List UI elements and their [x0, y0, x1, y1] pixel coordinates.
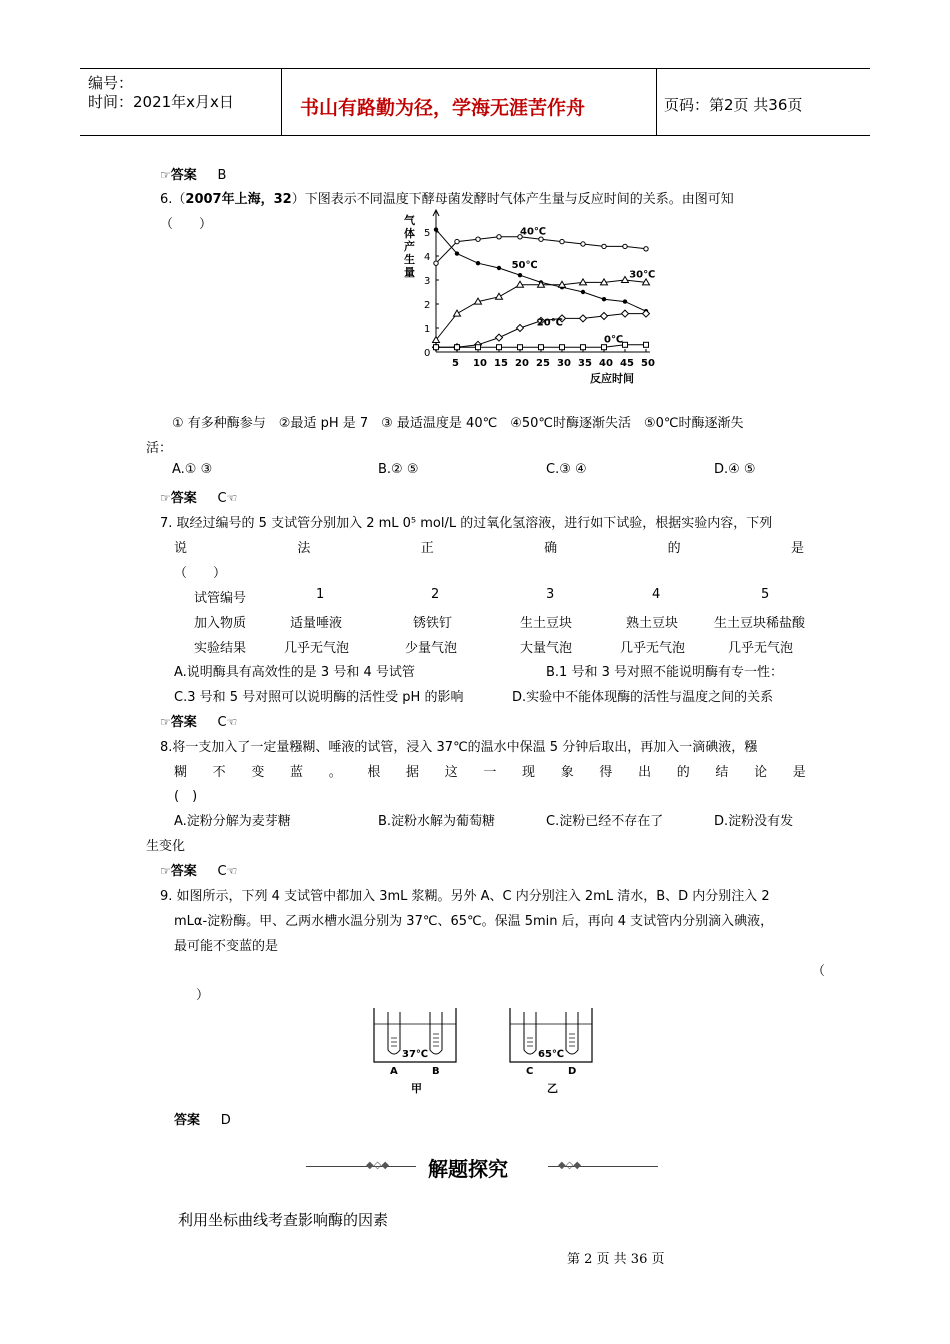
data-point	[560, 345, 565, 350]
data-point	[454, 310, 461, 316]
data-point	[434, 345, 439, 350]
header-divider-left	[281, 68, 282, 136]
q7-answer-line	[160, 711, 237, 730]
data-point	[455, 251, 459, 255]
table-cell: 试管编号	[194, 591, 247, 606]
table-cell: 加入物质	[194, 616, 247, 631]
q8-option-a: A.淀粉分解为麦芽糖	[174, 814, 291, 829]
data-point	[581, 242, 585, 246]
data-point	[602, 244, 606, 248]
answer-label: 答案	[170, 168, 197, 183]
tube-liquid-d	[569, 1034, 575, 1046]
table-cell: 4	[652, 587, 661, 602]
x-tick-label: 25	[536, 358, 550, 369]
stem-char: 结	[715, 765, 729, 780]
table-cell: 几乎无气泡	[620, 641, 686, 656]
diamond-ornament-icon: ◆◇◆	[558, 1160, 582, 1171]
header-bottom-rule	[80, 135, 870, 136]
y-axis-label-char: 产	[404, 240, 415, 253]
q7-paren: （ ）	[174, 566, 227, 581]
series-label: 30℃	[629, 269, 656, 281]
hand-pointer-icon: ☜	[226, 715, 238, 729]
header-time: 时间：2021年x月x日	[88, 93, 234, 111]
stem-char: 论	[754, 765, 768, 780]
header-top-rule	[80, 68, 870, 69]
q9-paren-open: （	[812, 964, 826, 979]
stem-char: 根	[367, 765, 381, 780]
y-tick-label: 0	[424, 348, 431, 359]
data-point	[623, 244, 627, 248]
hand-pointer-icon: ☞	[160, 715, 171, 729]
x-tick-label: 45	[620, 358, 634, 369]
data-point	[497, 345, 502, 350]
stem-char: 正	[420, 541, 434, 556]
y-axis-label-char: 气	[404, 214, 415, 227]
y-tick-label: 5	[424, 228, 431, 239]
data-point	[476, 345, 481, 350]
header-bianhao: 编号：	[88, 74, 134, 92]
stem-char: 确	[544, 541, 558, 556]
table-cell: 适量唾液	[290, 616, 343, 631]
q9-stem-line2: mLα-淀粉酶。甲、乙两水槽水温分别为 37℃、65℃。保温 5min 后，再向 4 支试管内分别滴入碘液，	[174, 914, 774, 929]
section-title: 解题探究	[428, 1157, 508, 1181]
y-tick-label: 1	[424, 324, 431, 335]
q7-option-a: A.说明酶具有高效性的是 3 号和 4 号试管	[174, 665, 415, 680]
q9-stem-line3: 最可能不变蓝的是	[174, 939, 279, 954]
q8-stem-line1: 8.将一支加入了一定量糨糊、唾液的试管，浸入 37℃的温水中保温 5 分钟后取出，再加入一滴碘液，糨	[160, 740, 758, 755]
stem-char: 的	[676, 765, 690, 780]
banner-rule-left	[306, 1166, 416, 1167]
tube-liquid-c	[527, 1038, 533, 1046]
data-point	[580, 279, 587, 285]
stem-char: 这	[444, 765, 458, 780]
data-point	[517, 325, 524, 332]
table-cell: 2	[431, 587, 440, 602]
data-point	[455, 345, 460, 350]
answer-value: C	[217, 864, 227, 879]
x-tick-label: 40	[599, 358, 613, 369]
table-cell: 3	[546, 587, 555, 602]
answer-label: 答案	[170, 491, 197, 506]
label-yi: 乙	[547, 1082, 558, 1095]
stem-char: 。	[328, 765, 342, 780]
q6-option-a: A.① ③	[172, 462, 213, 477]
diamond-ornament-icon: ◆◇◆	[366, 1160, 390, 1171]
series-label: 0℃	[604, 334, 624, 346]
q7-option-b: B.1 号和 3 号对照不能说明酶有专一性：	[546, 665, 783, 680]
data-point	[518, 345, 523, 350]
y-tick-label: 2	[424, 300, 431, 311]
series-label: 20℃	[536, 317, 563, 329]
x-tick-label: 20	[515, 358, 529, 369]
q6-number: 6.（	[160, 192, 186, 207]
stem-char: 出	[638, 765, 652, 780]
data-point	[518, 273, 522, 277]
data-point	[602, 345, 607, 350]
table-cell: 生土豆块	[520, 616, 573, 631]
q8-option-d: D.淀粉没有发	[714, 814, 794, 829]
data-point	[496, 293, 503, 299]
hand-pointer-icon: ☜	[226, 491, 238, 505]
q7-stem-line2	[174, 537, 804, 556]
tube-liquid-a	[391, 1038, 397, 1046]
q8-paren: ( )	[174, 789, 198, 804]
q6-stem-text: ）下图表示不同温度下酵母菌发酵时气体产生量与反应时间的关系。由图可知	[291, 192, 734, 207]
data-point	[455, 239, 459, 243]
data-point	[644, 342, 649, 347]
x-tick-label: 50	[641, 358, 655, 369]
table-cell: 少量气泡	[405, 641, 458, 656]
q9-paren-close: ）	[196, 988, 210, 1003]
q6-statements-line2: 活：	[146, 441, 173, 456]
q6-option-c: C.③ ④	[546, 462, 587, 477]
data-point	[496, 334, 503, 341]
data-point	[497, 266, 501, 270]
header-page-label: 页码：第2页 共36页	[664, 96, 803, 114]
stem-char: 是	[790, 541, 804, 556]
hand-pointer-icon: ☞	[160, 864, 171, 878]
q7-option-c: C.3 号和 5 号对照可以说明酶的活性受 pH 的影响	[174, 690, 464, 705]
stem-char: 说	[174, 541, 188, 556]
label-d: D	[568, 1066, 577, 1077]
stem-char: 蓝	[290, 765, 304, 780]
test-tube-b	[430, 1012, 442, 1054]
stem-char: 现	[522, 765, 536, 780]
data-point	[602, 297, 606, 301]
table-cell: 几乎无气泡	[728, 641, 794, 656]
test-tube-a	[388, 1012, 400, 1054]
table-cell: 锈铁钉	[413, 616, 453, 631]
data-point	[539, 237, 543, 241]
header-divider-right	[656, 68, 657, 136]
data-point	[622, 277, 629, 283]
data-point	[434, 227, 438, 231]
data-point	[497, 235, 501, 239]
series-line	[436, 280, 646, 340]
q6-paren: （ ）	[160, 217, 213, 232]
q9-answer-line	[174, 1109, 231, 1128]
page-footer: 第 2 页 共 36 页	[567, 1252, 665, 1267]
stem-char: 得	[599, 765, 613, 780]
gas-production-chart	[398, 208, 718, 388]
hand-pointer-icon: ☞	[160, 491, 171, 505]
answer-label: 答案	[170, 864, 197, 879]
answer-label: 答案	[174, 1113, 201, 1128]
data-point	[560, 239, 564, 243]
series-label: 50℃	[511, 260, 538, 271]
x-axis-label: 反应时间	[590, 372, 634, 385]
tube-liquid-b	[433, 1034, 439, 1046]
data-point	[517, 281, 524, 287]
water-bath-figure	[366, 1004, 606, 1100]
hand-pointer-icon: ☞	[160, 168, 171, 182]
y-axis-label-char: 生	[404, 253, 415, 266]
answer-value: D	[220, 1113, 231, 1128]
y-tick-label: 4	[424, 252, 431, 263]
q6-option-b: B.② ⑤	[378, 462, 419, 477]
data-point	[476, 261, 480, 265]
q6-statements-line1: ① 有多种酶参与 ②最适 pH 是 7 ③ 最适温度是 40℃ ④50℃时酶逐渐失活 ⑤0℃时酶逐渐失	[172, 416, 744, 431]
x-tick-label: 15	[494, 358, 508, 369]
y-tick-label: 3	[424, 276, 431, 287]
data-point	[581, 345, 586, 350]
test-tube-d	[566, 1012, 578, 1054]
table-cell: 1	[316, 587, 325, 602]
header-motto: 书山有路勤为径，学海无涯苦作舟	[300, 97, 586, 119]
data-point	[622, 310, 629, 317]
table-cell: 生土豆块稀盐酸	[714, 616, 806, 631]
label-b: B	[432, 1066, 440, 1077]
table-cell: 5	[761, 587, 770, 602]
hand-pointer-icon: ☜	[226, 864, 238, 878]
q8-answer-line	[160, 860, 237, 879]
stem-char: 一	[483, 765, 497, 780]
stem-char: 据	[406, 765, 420, 780]
stem-char: 象	[560, 765, 574, 780]
table-cell: 大量气泡	[520, 641, 573, 656]
stem-char: 的	[667, 541, 681, 556]
answer-value: B	[217, 168, 227, 183]
answer-value: C	[217, 715, 227, 730]
q5-answer-line	[160, 164, 226, 183]
stem-char: 法	[297, 541, 311, 556]
stem-char: 糊	[174, 765, 188, 780]
q6-source: 2007年上海，32	[185, 192, 292, 207]
answer-label: 答案	[170, 715, 197, 730]
x-tick-label: 5	[452, 358, 459, 369]
stem-char: 变	[251, 765, 265, 780]
q6-option-d: D.④ ⑤	[714, 462, 756, 477]
data-point	[643, 310, 650, 317]
q8-stem-line2	[174, 761, 806, 780]
y-axis-label-char: 量	[404, 266, 415, 279]
x-tick-label: 35	[578, 358, 592, 369]
temp-jia: 37℃	[402, 1049, 429, 1060]
subtitle: 利用坐标曲线考查影响酶的因素	[178, 1211, 389, 1229]
data-point	[581, 290, 585, 294]
stem-char: 不	[212, 765, 226, 780]
q8-option-d-tail: 生变化	[146, 839, 186, 854]
data-point	[539, 345, 544, 350]
y-axis-label-char: 体	[404, 227, 415, 240]
label-jia: 甲	[411, 1082, 422, 1095]
data-point	[644, 247, 648, 251]
data-point	[476, 237, 480, 241]
q6-answer-line	[160, 487, 237, 506]
q6-stem	[160, 188, 734, 207]
label-c: C	[526, 1066, 534, 1077]
test-tube-c	[524, 1012, 536, 1054]
q8-option-b: B.淀粉水解为葡萄糖	[378, 814, 496, 829]
stem-char: 是	[792, 765, 806, 780]
series-label: 40℃	[520, 226, 547, 238]
temp-yi: 65℃	[538, 1049, 565, 1060]
label-a: A	[390, 1066, 398, 1077]
x-tick-label: 30	[557, 358, 571, 369]
data-point	[434, 261, 438, 265]
q7-stem-line1: 7. 取经过编号的 5 支试管分别加入 2 mL 0⁵ mol/L 的过氧化氢溶液，进行如下试验，根据实验内容，下列	[160, 516, 773, 531]
q8-option-c: C.淀粉已经不存在了	[546, 814, 664, 829]
data-point	[623, 299, 627, 303]
data-point	[580, 315, 587, 322]
data-point	[538, 281, 545, 287]
q7-option-d: D.实验中不能体现酶的活性与温度之间的关系	[512, 690, 774, 705]
table-cell: 熟土豆块	[626, 616, 679, 631]
data-point	[623, 342, 628, 347]
data-point	[601, 313, 608, 320]
table-cell: 实验结果	[194, 641, 247, 656]
q9-stem-line1: 9. 如图所示，下列 4 支试管中都加入 3mL 浆糊。另外 A、C 内分别注入 2mL 清水，B、D 内分别注入 2	[160, 889, 770, 904]
answer-value: C	[217, 491, 227, 506]
x-tick-label: 10	[473, 358, 487, 369]
table-cell: 几乎无气泡	[284, 641, 350, 656]
